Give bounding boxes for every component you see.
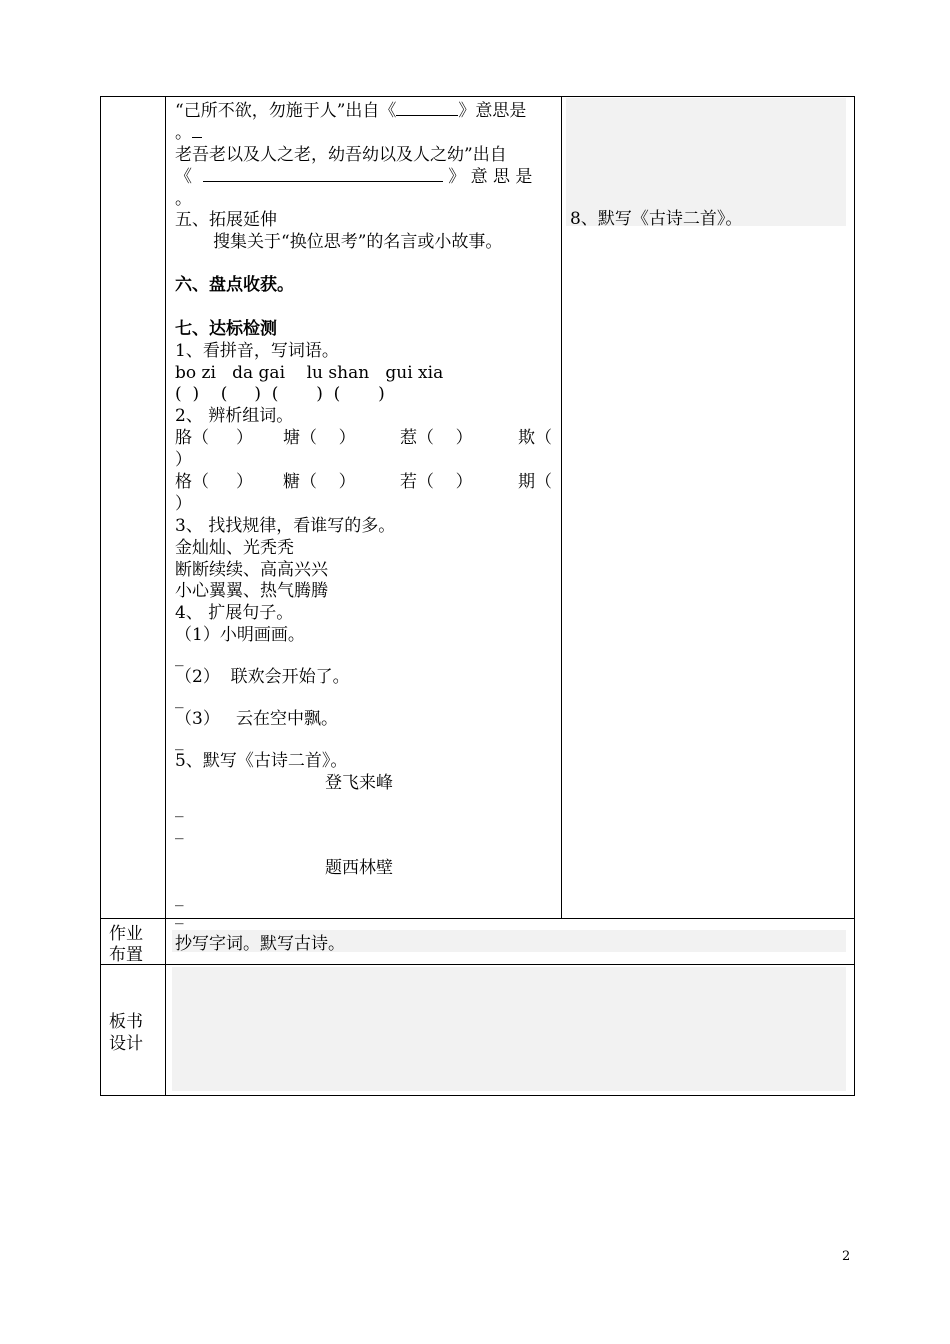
answer-line: _: [175, 798, 184, 818]
question2: 2、 辨析组词。: [175, 406, 294, 426]
question4-item2: （2） 联欢会开始了。: [175, 667, 350, 687]
question4-item1: （1）小明画画。: [175, 625, 305, 645]
answer-line: _: [175, 647, 184, 667]
fill-blank[interactable]: [192, 123, 202, 138]
word-row1-end: ）: [175, 450, 192, 470]
word-row1-item4: 欺（: [518, 428, 552, 448]
question5: 5、默写《古诗二首》。: [175, 751, 348, 771]
section7-title: 七、达标检测: [175, 319, 277, 339]
section6-title: 六、盘点收获。: [175, 275, 294, 295]
poem2-title: 题西林壁: [325, 858, 393, 878]
table-right-border: [854, 96, 855, 1096]
table-bottom-border: [100, 1095, 855, 1096]
fill-blank[interactable]: [396, 101, 458, 116]
page-number: 2: [842, 1249, 851, 1264]
word-row2-end: ）: [175, 494, 192, 514]
col-divider-2: [561, 96, 562, 919]
table-left-border: [100, 96, 101, 1096]
homework-label-2: 布置: [109, 945, 143, 965]
col-divider-1: [165, 96, 166, 1096]
board-cell-shade: [172, 967, 846, 1091]
poem1-title: 登飞来峰: [325, 773, 393, 793]
question4: 4、 扩展句子。: [175, 603, 294, 623]
section5-text: 搜集关于“换位思考”的名言或小故事。: [213, 232, 503, 252]
answer-line: _: [175, 689, 184, 709]
question3-line3: 小心翼翼、热气腾腾: [175, 581, 328, 601]
section5-title: 五、拓展延伸: [175, 210, 277, 230]
pinyin-blanks: ( ) ( ) ( ) ( ): [175, 384, 385, 404]
right-item8: 8、默写《古诗二首》。: [570, 209, 743, 229]
question3-line2: 断断续续、高高兴兴: [175, 560, 328, 580]
word-row2-item1: 格（ ）: [175, 472, 254, 492]
quote1-line: “己所不欲，勿施于人”出自《 》意思是: [175, 101, 527, 121]
homework-label-1: 作业: [109, 924, 143, 944]
pinyin-line: bo zi da gai lu shan gui xia: [175, 363, 444, 383]
word-row2-item4: 期（: [518, 472, 552, 492]
quote1-end: 。: [175, 122, 202, 144]
word-row1-item1: 胳（ ）: [175, 428, 254, 448]
right-cell-shade: [566, 98, 846, 226]
answer-line: _: [175, 905, 184, 925]
fill-blank[interactable]: [203, 167, 443, 182]
quote2-line: 老吾老以及人之老，幼吾幼以及人之幼”出自: [175, 145, 507, 165]
word-row1-item3: 惹（ ）: [400, 428, 473, 448]
answer-line: _: [175, 820, 184, 840]
question1: 1、看拼音，写词语。: [175, 341, 339, 361]
board-label-2: 设计: [109, 1034, 143, 1054]
table-top-border: [100, 96, 855, 97]
word-row2-item3: 若（ ）: [400, 472, 473, 492]
answer-line: _: [175, 731, 184, 751]
answer-line: _: [175, 887, 184, 907]
row-divider-2: [100, 964, 855, 965]
quote2-book-line: 《 》 意 思 是: [175, 167, 533, 187]
question3-line1: 金灿灿、光秃秃: [175, 538, 294, 558]
question4-item3: （3） 云在空中飘。: [175, 709, 339, 729]
quote2-end: 。: [175, 189, 192, 209]
word-row2-item2: 糖（ ）: [283, 472, 356, 492]
homework-text: 抄写字词。默写古诗。: [175, 934, 345, 954]
board-label-1: 板书: [109, 1012, 143, 1032]
word-row1-item2: 塘（ ）: [283, 428, 356, 448]
question3: 3、 找找规律，看谁写的多。: [175, 516, 396, 536]
row-divider-1: [100, 918, 855, 919]
